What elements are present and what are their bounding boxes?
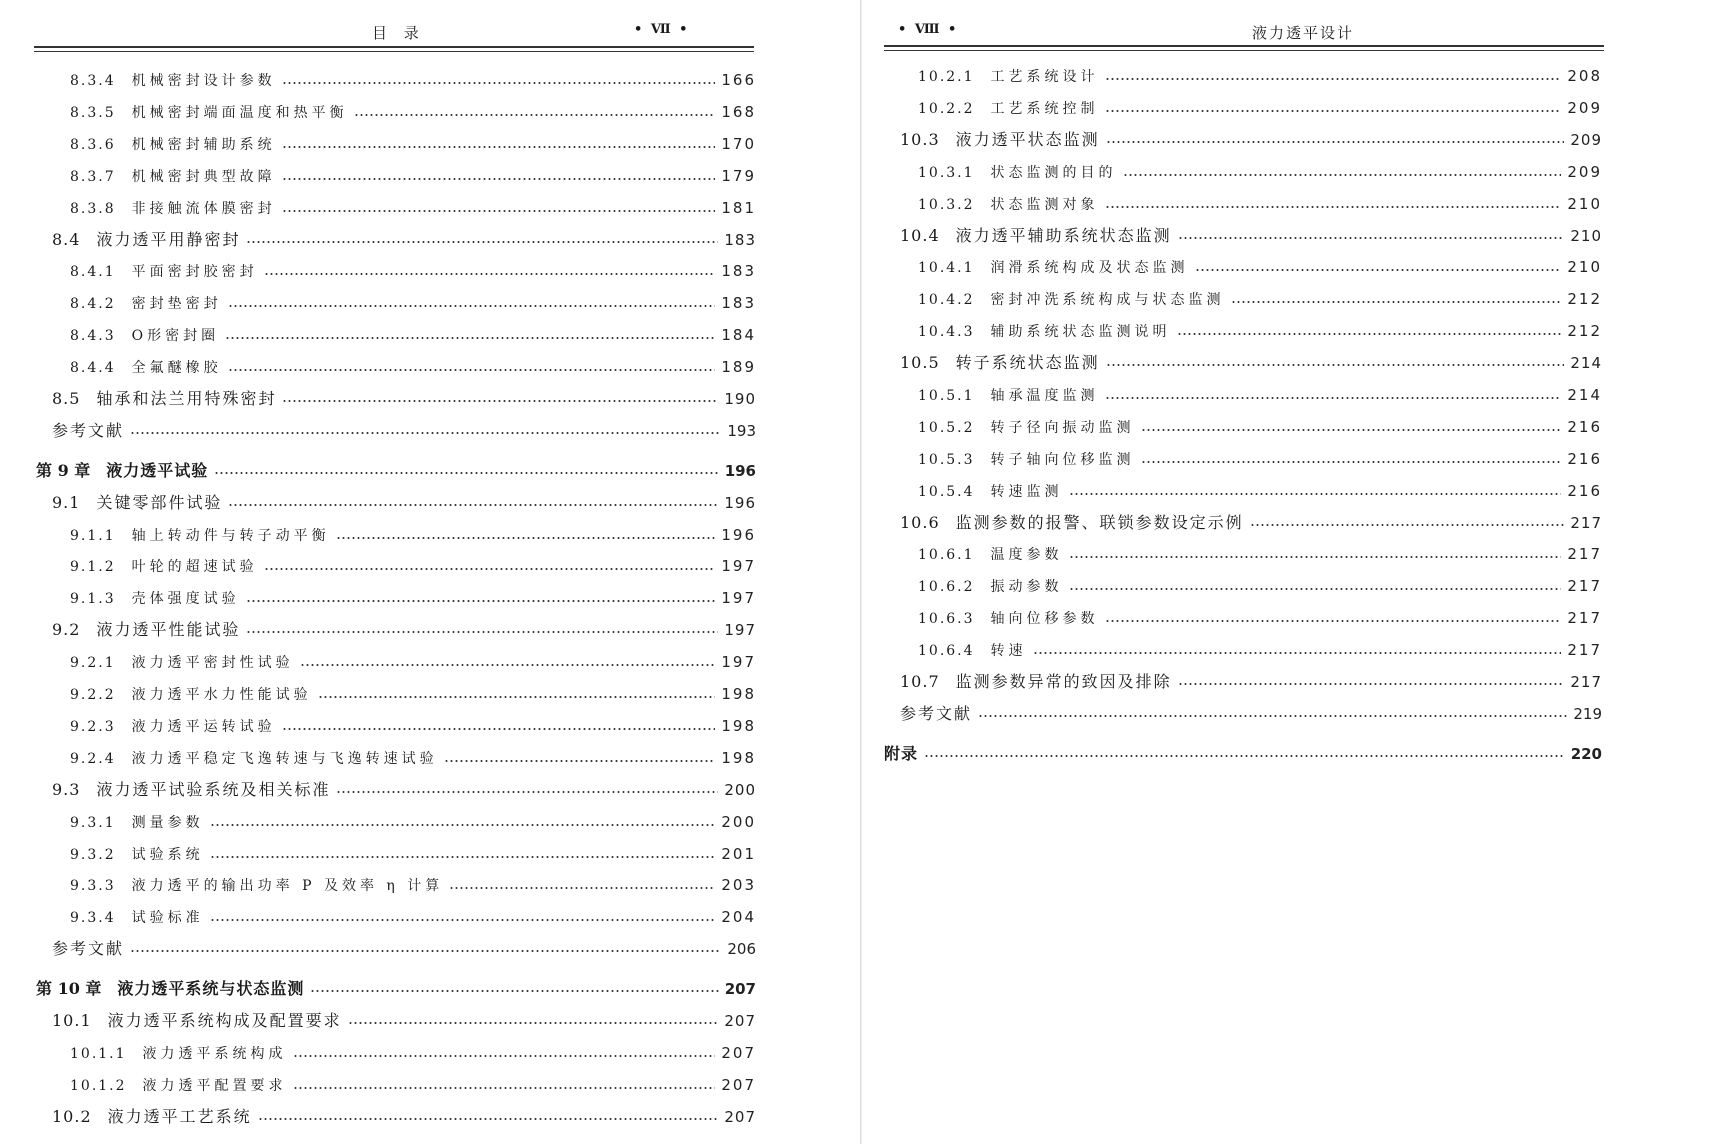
toc-entry-title: 测量参数 <box>131 815 204 831</box>
toc-entry-title: 机械密封设计参数 <box>131 73 276 89</box>
toc-subsection-entry[interactable] <box>70 875 756 896</box>
toc-entry-number: 9.3.4 <box>70 910 116 926</box>
toc-entry-number: 8.4.1 <box>70 264 116 280</box>
toc-entry-number: 10.2 <box>52 1107 92 1126</box>
toc-entry-page: 196 <box>724 462 756 480</box>
toc-entry-number: 10.5 <box>900 353 940 372</box>
toc-entry-title: 叶轮的超速试验 <box>131 559 258 575</box>
toc-entry-page: 216 <box>1567 450 1602 468</box>
toc-references-entry[interactable] <box>52 421 756 441</box>
toc-subsection-entry[interactable] <box>70 652 756 673</box>
toc-leader-dots <box>210 919 716 921</box>
toc-entry-number: 9.1.2 <box>70 559 116 575</box>
toc-entry-title: O形密封圈 <box>131 328 220 344</box>
toc-entry-number: 9.1.1 <box>70 528 116 544</box>
toc-subsection-entry[interactable] <box>918 321 1602 342</box>
toc-entry-number: 8.4.4 <box>70 360 116 376</box>
toc-subsection-entry[interactable] <box>70 102 756 123</box>
toc-entry-title: 参考文献 <box>52 421 125 440</box>
toc-section-entry[interactable] <box>52 780 756 800</box>
toc-entry-number: 9.2.3 <box>70 719 116 735</box>
toc-entry-title: 液力透平状态监测 <box>955 130 1100 149</box>
toc-entry-page: 217 <box>1567 641 1602 659</box>
toc-entry-page: 210 <box>1567 258 1602 276</box>
toc-entry-page: 197 <box>721 653 756 671</box>
toc-leader-dots <box>293 1055 716 1057</box>
toc-leader-dots <box>228 305 716 307</box>
toc-subsection-entry[interactable] <box>70 748 756 769</box>
toc-entry-page: 183 <box>721 262 756 280</box>
toc-subsection-entry[interactable] <box>918 194 1602 215</box>
toc-entry-title: 状态监测对象 <box>990 197 1099 213</box>
toc-subsection-entry[interactable] <box>70 684 756 705</box>
toc-entry-page: 197 <box>724 621 756 639</box>
toc-section-entry[interactable] <box>52 389 756 409</box>
left-header-title: 目 录 <box>372 24 425 42</box>
toc-entry-title: 非接触流体膜密封 <box>131 201 276 217</box>
toc-section-entry[interactable] <box>900 513 1602 533</box>
toc-subsection-entry[interactable] <box>70 844 756 865</box>
toc-entry-page: 181 <box>721 199 756 217</box>
toc-leader-dots <box>1033 652 1562 654</box>
toc-entry-number: 9.1.3 <box>70 591 116 607</box>
toc-entry-title: 轴承温度监测 <box>990 388 1099 404</box>
toc-entry-number: 9.2.1 <box>70 655 116 671</box>
toc-entry-page: 184 <box>721 326 756 344</box>
toc-entry-number: 10.3 <box>900 130 940 149</box>
toc-references-entry[interactable] <box>52 939 756 959</box>
toc-entry-page: 214 <box>1567 386 1602 404</box>
toc-leader-dots <box>1141 429 1562 431</box>
toc-entry-title: 转子系统状态监测 <box>955 353 1100 372</box>
toc-entry-page: 216 <box>1567 418 1602 436</box>
toc-entry-page: 220 <box>1570 745 1602 763</box>
toc-entry-page: 210 <box>1570 227 1602 245</box>
toc-entry-page: 209 <box>1567 99 1602 117</box>
toc-entry-page: 217 <box>1570 514 1602 532</box>
toc-entry-page: 196 <box>721 526 756 544</box>
toc-subsection-entry[interactable] <box>70 134 756 155</box>
toc-subsection-entry[interactable] <box>918 289 1602 310</box>
toc-entry-title: 全氟醚橡胶 <box>131 360 222 376</box>
toc-subsection-entry[interactable] <box>918 98 1602 119</box>
toc-entry-title: 参考文献 <box>52 939 125 958</box>
toc-entry-number: 8.4 <box>52 230 81 249</box>
toc-leader-dots <box>354 114 716 116</box>
toc-entry-number: 10.6 <box>900 513 940 532</box>
toc-entry-title: 转速 <box>990 643 1027 659</box>
toc-leader-dots <box>130 950 721 952</box>
toc-entry-number: 10.3.2 <box>918 197 975 213</box>
toc-leader-dots <box>444 760 716 762</box>
toc-leader-dots <box>282 178 716 180</box>
toc-subsection-entry[interactable] <box>918 385 1602 406</box>
toc-entry-number: 8.3.7 <box>70 169 116 185</box>
toc-entry-title: 液力透平试验 <box>106 461 209 480</box>
toc-entry-title: 液力透平工艺系统 <box>107 1107 252 1126</box>
toc-leader-dots <box>1105 78 1562 80</box>
toc-entry-number: 10.2.2 <box>918 101 975 117</box>
toc-chapter-entry[interactable] <box>36 461 756 481</box>
toc-leader-dots <box>1105 397 1562 399</box>
toc-entry-number: 10.7 <box>900 672 940 691</box>
toc-entry-page: 198 <box>721 717 756 735</box>
toc-section-entry[interactable] <box>52 1011 756 1031</box>
toc-entry-title: 温度参数 <box>990 547 1063 563</box>
toc-entry-number: 9.1 <box>52 493 81 512</box>
toc-entry-page: 210 <box>1567 195 1602 213</box>
toc-entry-number: 10.4.2 <box>918 292 975 308</box>
toc-subsection-entry[interactable] <box>918 257 1602 278</box>
toc-subsection-entry[interactable] <box>918 544 1602 565</box>
toc-entry-page: 183 <box>721 294 756 312</box>
toc-entry-number: 9.3.1 <box>70 815 116 831</box>
toc-entry-number: 10.6.3 <box>918 611 975 627</box>
toc-entry-number: 第 10 章 <box>36 979 102 998</box>
toc-entry-page: 209 <box>1570 131 1602 149</box>
toc-leader-dots <box>1250 524 1565 526</box>
toc-entry-number: 10.2.1 <box>918 69 975 85</box>
toc-entry-number: 8.4.2 <box>70 296 116 312</box>
toc-entry-page: 217 <box>1567 609 1602 627</box>
toc-entry-page: 198 <box>721 749 756 767</box>
toc-section-entry[interactable] <box>900 672 1602 692</box>
toc-subsection-entry[interactable] <box>918 417 1602 438</box>
left-header-rule <box>34 46 754 52</box>
toc-subsection-entry[interactable] <box>70 357 756 378</box>
toc-entry-title: 转速监测 <box>990 484 1063 500</box>
toc-leader-dots <box>978 715 1567 717</box>
toc-subsection-entry[interactable] <box>70 261 756 282</box>
left-header-page-number: • Ⅶ • <box>634 22 690 37</box>
toc-entry-number: 9.3.2 <box>70 847 116 863</box>
toc-section-entry[interactable] <box>900 130 1602 150</box>
right-header-rule <box>884 45 1604 51</box>
toc-subsection-entry[interactable] <box>70 198 756 219</box>
toc-leader-dots <box>1069 588 1562 590</box>
toc-leader-dots <box>1178 237 1565 239</box>
toc-leader-dots <box>1141 461 1562 463</box>
toc-entry-title: 机械密封辅助系统 <box>131 137 276 153</box>
toc-leader-dots <box>924 755 1565 757</box>
toc-entry-page: 207 <box>721 1076 756 1094</box>
toc-leader-dots <box>1106 364 1565 366</box>
toc-subsection-entry[interactable] <box>918 66 1602 87</box>
toc-entry-page: 207 <box>724 1108 756 1126</box>
toc-leader-dots <box>282 728 716 730</box>
toc-entry-title: 轴向位移参数 <box>990 611 1099 627</box>
toc-chapter-entry[interactable] <box>36 979 756 999</box>
toc-subsection-entry[interactable] <box>70 907 756 928</box>
toc-subsection-entry[interactable] <box>70 588 756 609</box>
toc-entry-title: 密封冲洗系统构成与状态监测 <box>990 292 1225 308</box>
toc-entry-title: 附录 <box>884 744 919 763</box>
toc-entry-title: 关键零部件试验 <box>96 493 223 512</box>
toc-entry-title: 转子径向振动监测 <box>990 420 1135 436</box>
toc-leader-dots <box>1123 174 1562 176</box>
toc-entry-number: 10.1.1 <box>70 1046 127 1062</box>
toc-entry-number: 10.4.1 <box>918 260 975 276</box>
toc-entry-page: 217 <box>1567 545 1602 563</box>
toc-subsection-entry[interactable] <box>70 166 756 187</box>
toc-section-entry[interactable] <box>900 226 1602 246</box>
toc-entry-title: 液力透平密封性试验 <box>131 655 294 671</box>
toc-section-entry[interactable] <box>900 353 1602 373</box>
toc-entry-page: 196 <box>724 494 756 512</box>
toc-entry-page: 183 <box>724 231 756 249</box>
toc-entry-title: 液力透平水力性能试验 <box>131 687 312 703</box>
toc-entry-title: 工艺系统控制 <box>990 101 1099 117</box>
toc-entry-page: 207 <box>724 980 756 998</box>
toc-subsection-entry[interactable] <box>70 70 756 91</box>
toc-entry-title: 液力透平系统构成 <box>142 1046 287 1062</box>
toc-section-entry[interactable] <box>52 493 756 513</box>
toc-references-entry[interactable] <box>900 704 1602 724</box>
toc-entry-title: 液力透平运转试验 <box>131 719 276 735</box>
toc-entry-page: 217 <box>1567 577 1602 595</box>
toc-entry-title: 辅助系统状态监测说明 <box>990 324 1171 340</box>
toc-leader-dots <box>1106 141 1565 143</box>
toc-entry-number: 8.3.8 <box>70 201 116 217</box>
toc-leader-dots <box>293 1087 716 1089</box>
toc-chapter-entry[interactable] <box>884 744 1602 764</box>
toc-entry-title: 机械密封典型故障 <box>131 169 276 185</box>
toc-leader-dots <box>130 432 721 434</box>
toc-leader-dots <box>1231 301 1562 303</box>
toc-entry-title: 试验系统 <box>131 847 204 863</box>
toc-leader-dots <box>225 337 715 339</box>
toc-leader-dots <box>246 631 718 633</box>
toc-entry-title: 振动参数 <box>990 579 1063 595</box>
toc-entry-number: 9.3.3 <box>70 878 116 894</box>
toc-entry-number: 10.5.3 <box>918 452 975 468</box>
toc-entry-page: 214 <box>1570 354 1602 372</box>
toc-entry-number: 10.6.1 <box>918 547 975 563</box>
toc-entry-title: 机械密封端面温度和热平衡 <box>131 105 348 121</box>
toc-entry-title: 平面密封胶密封 <box>131 264 258 280</box>
toc-subsection-entry[interactable] <box>70 556 756 577</box>
toc-entry-title: 液力透平的输出功率 P 及效率 η 计算 <box>131 878 444 894</box>
toc-entry-title: 液力透平系统与状态监测 <box>117 979 305 998</box>
toc-entry-title: 液力透平用静密封 <box>96 230 241 249</box>
toc-leader-dots <box>210 824 716 826</box>
toc-subsection-entry[interactable] <box>918 640 1602 661</box>
toc-leader-dots <box>336 791 718 793</box>
toc-leader-dots <box>282 146 716 148</box>
toc-entry-title: 监测参数异常的致因及排除 <box>955 672 1172 691</box>
toc-entry-number: 8.3.5 <box>70 105 116 121</box>
toc-leader-dots <box>336 537 716 539</box>
toc-subsection-entry[interactable] <box>918 162 1602 183</box>
toc-leader-dots <box>318 696 716 698</box>
toc-subsection-entry[interactable] <box>70 812 756 833</box>
toc-leader-dots <box>1178 683 1565 685</box>
toc-leader-dots <box>1069 493 1562 495</box>
toc-entry-page: 179 <box>721 167 756 185</box>
toc-entry-page: 217 <box>1570 673 1602 691</box>
toc-entry-page: 190 <box>724 390 756 408</box>
toc-leader-dots <box>228 369 716 371</box>
toc-leader-dots <box>246 600 716 602</box>
toc-entry-number: 8.4.3 <box>70 328 116 344</box>
toc-entry-title: 参考文献 <box>900 704 973 723</box>
right-header-title: 液力透平设计 <box>1252 24 1355 42</box>
toc-entry-page: 207 <box>724 1012 756 1030</box>
right-page <box>862 0 1721 1144</box>
toc-subsection-entry[interactable] <box>918 608 1602 629</box>
toc-entry-title: 状态监测的目的 <box>990 165 1117 181</box>
toc-entry-page: 197 <box>721 589 756 607</box>
toc-entry-number: 9.2.4 <box>70 751 116 767</box>
toc-entry-page: 207 <box>721 1044 756 1062</box>
toc-entry-title: 壳体强度试验 <box>131 591 240 607</box>
toc-leader-dots <box>310 990 718 992</box>
toc-entry-page: 203 <box>721 876 756 894</box>
toc-leader-dots <box>258 1118 719 1120</box>
toc-entry-title: 轴承和法兰用特殊密封 <box>96 389 277 408</box>
toc-leader-dots <box>282 210 716 212</box>
toc-subsection-entry[interactable] <box>70 525 756 546</box>
toc-subsection-entry[interactable] <box>70 1043 756 1064</box>
toc-entry-page: 198 <box>721 685 756 703</box>
toc-leader-dots <box>348 1022 719 1024</box>
toc-leader-dots <box>210 856 716 858</box>
toc-entry-number: 9.2 <box>52 620 81 639</box>
toc-entry-number: 9.2.2 <box>70 687 116 703</box>
toc-entry-page: 197 <box>721 557 756 575</box>
toc-entry-title: 液力透平性能试验 <box>96 620 241 639</box>
toc-entry-number: 8.3.4 <box>70 73 116 89</box>
toc-entry-number: 10.1.2 <box>70 1078 127 1094</box>
toc-section-entry[interactable] <box>52 230 756 250</box>
toc-entry-title: 液力透平配置要求 <box>142 1078 287 1094</box>
toc-entry-page: 200 <box>721 813 756 831</box>
toc-section-entry[interactable] <box>52 620 756 640</box>
toc-entry-page: 212 <box>1567 322 1602 340</box>
toc-entry-page: 216 <box>1567 482 1602 500</box>
toc-leader-dots <box>282 400 718 402</box>
toc-entry-page: 206 <box>727 940 756 958</box>
toc-entry-number: 10.4 <box>900 226 940 245</box>
toc-entry-title: 液力透平稳定飞逸转速与飞逸转速试验 <box>131 751 438 767</box>
toc-entry-title: 轴上转动件与转子动平衡 <box>131 528 330 544</box>
toc-leader-dots <box>1177 333 1562 335</box>
toc-entry-number: 9.3 <box>52 780 81 799</box>
toc-subsection-entry[interactable] <box>918 481 1602 502</box>
toc-leader-dots <box>264 568 716 570</box>
right-page-header <box>886 22 1626 46</box>
toc-subsection-entry[interactable] <box>918 449 1602 470</box>
right-header-page-number: • Ⅷ • <box>898 22 959 37</box>
toc-entry-title: 液力透平系统构成及配置要求 <box>107 1011 342 1030</box>
toc-leader-dots <box>1105 110 1562 112</box>
toc-entry-number: 10.6.2 <box>918 579 975 595</box>
toc-subsection-entry[interactable] <box>70 716 756 737</box>
toc-entry-number: 10.1 <box>52 1011 92 1030</box>
toc-entry-number: 10.5.1 <box>918 388 975 404</box>
toc-entry-title: 工艺系统设计 <box>990 69 1099 85</box>
toc-entry-title: 监测参数的报警、联锁参数设定示例 <box>955 513 1244 532</box>
toc-entry-number: 10.6.4 <box>918 643 975 659</box>
toc-entry-number: 第 9 章 <box>36 461 91 480</box>
toc-subsection-entry[interactable] <box>918 576 1602 597</box>
toc-entry-page: 209 <box>1567 163 1602 181</box>
toc-leader-dots <box>264 273 716 275</box>
toc-entry-page: 212 <box>1567 290 1602 308</box>
toc-entry-page: 193 <box>727 422 756 440</box>
toc-leader-dots <box>282 82 716 84</box>
toc-leader-dots <box>1069 556 1562 558</box>
toc-entry-title: 润滑系统构成及状态监测 <box>990 260 1189 276</box>
toc-leader-dots <box>1195 269 1562 271</box>
toc-subsection-entry[interactable] <box>70 1075 756 1096</box>
toc-entry-number: 10.3.1 <box>918 165 975 181</box>
toc-entry-title: 密封垫密封 <box>131 296 222 312</box>
toc-entry-page: 208 <box>1567 67 1602 85</box>
toc-entry-page: 168 <box>721 103 756 121</box>
toc-entry-number: 8.5 <box>52 389 81 408</box>
toc-leader-dots <box>228 504 718 506</box>
toc-entry-number: 10.4.3 <box>918 324 975 340</box>
toc-entry-title: 转子轴向位移监测 <box>990 452 1135 468</box>
left-page-header <box>36 22 756 46</box>
toc-entry-page: 170 <box>721 135 756 153</box>
toc-entry-title: 液力透平辅助系统状态监测 <box>955 226 1172 245</box>
toc-leader-dots <box>300 664 716 666</box>
toc-entry-page: 219 <box>1573 705 1602 723</box>
toc-entry-page: 166 <box>721 71 756 89</box>
toc-entry-number: 10.5.4 <box>918 484 975 500</box>
toc-subsection-entry[interactable] <box>70 293 756 314</box>
toc-leader-dots <box>449 887 715 889</box>
toc-leader-dots <box>1105 620 1562 622</box>
toc-entry-number: 8.3.6 <box>70 137 116 153</box>
toc-entry-title: 试验标准 <box>131 910 204 926</box>
toc-leader-dots <box>1105 206 1562 208</box>
toc-entry-page: 200 <box>724 781 756 799</box>
toc-entry-title: 液力透平试验系统及相关标准 <box>96 780 331 799</box>
toc-subsection-entry[interactable] <box>70 325 756 346</box>
toc-section-entry[interactable] <box>52 1107 756 1127</box>
toc-leader-dots <box>246 241 718 243</box>
toc-leader-dots <box>214 472 718 474</box>
toc-entry-page: 204 <box>721 908 756 926</box>
left-page <box>0 0 860 1144</box>
toc-entry-number: 10.5.2 <box>918 420 975 436</box>
toc-entry-page: 201 <box>721 845 756 863</box>
toc-entry-page: 189 <box>721 358 756 376</box>
